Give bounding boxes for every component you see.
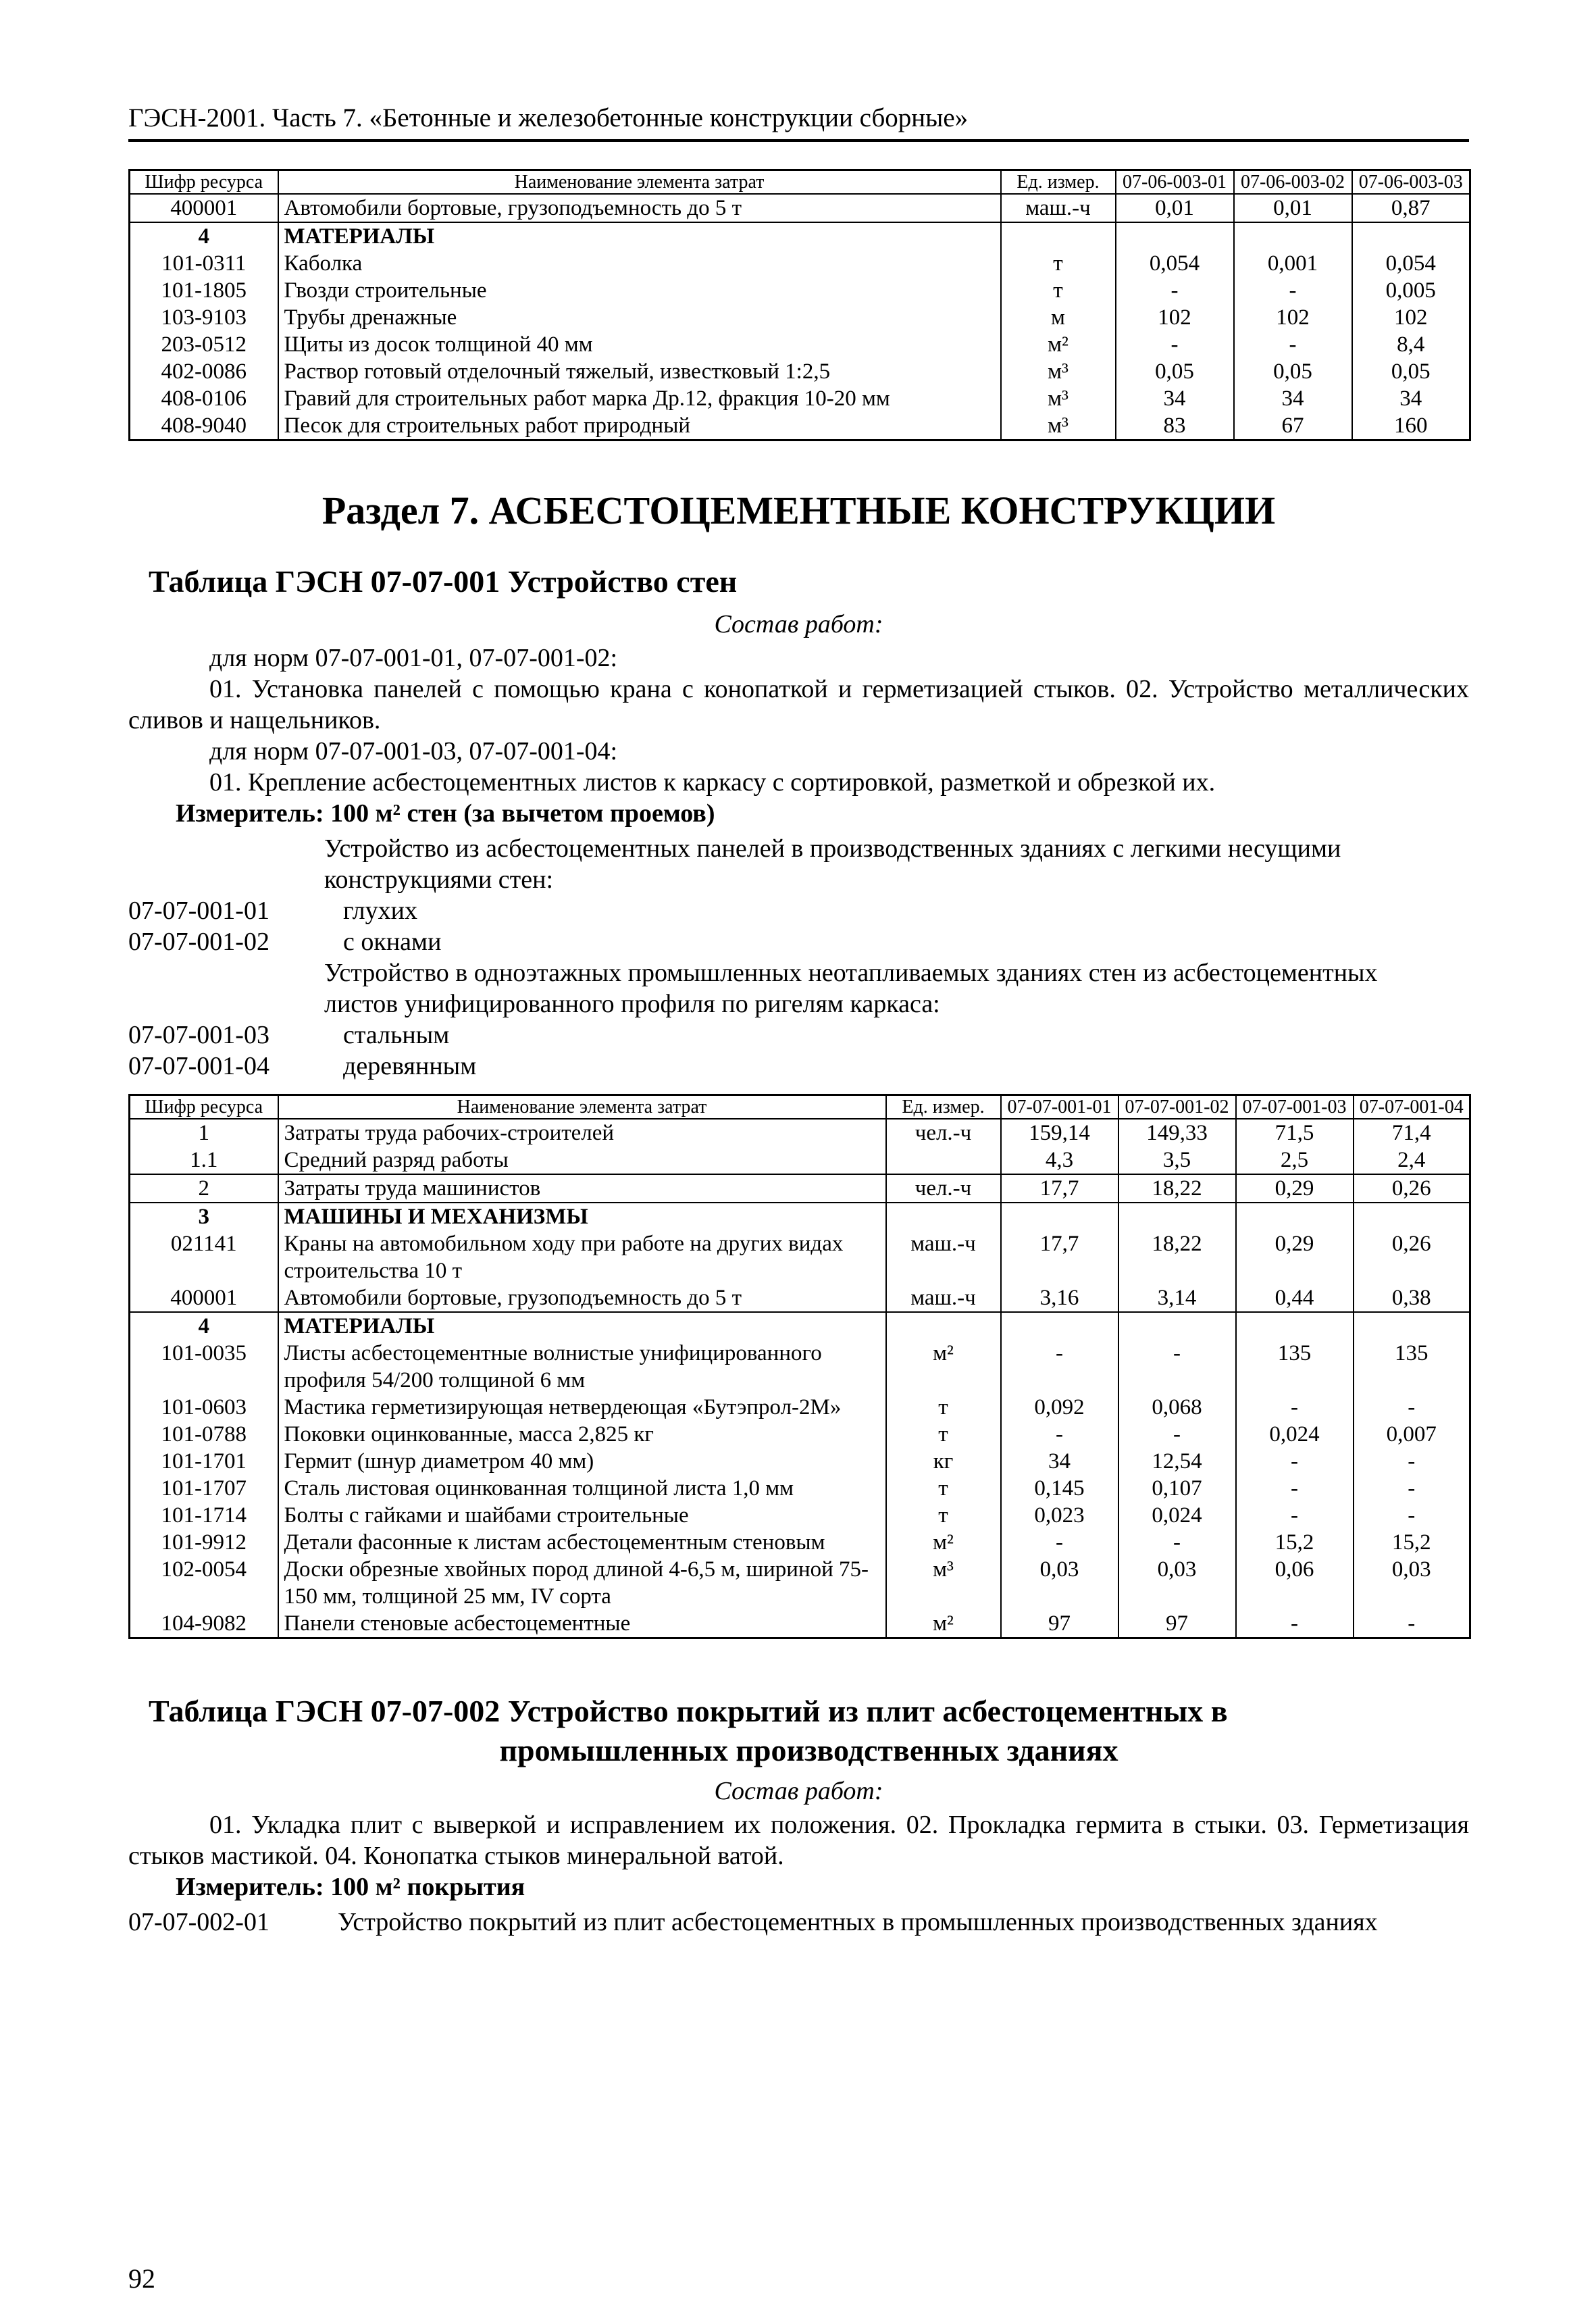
cell-value: 0,05 xyxy=(1352,358,1470,385)
header-code: Шифр ресурса xyxy=(130,1095,278,1120)
cell-unit: м² xyxy=(886,1610,1001,1638)
cell-value xyxy=(1236,1312,1354,1340)
cell-unit: м xyxy=(1001,304,1116,331)
norm-group-description: Устройство из асбестоцементных панелей в производственных зданиях с легкими несущими конструкциями стен: xyxy=(324,834,1341,894)
cell-unit: маш.-ч xyxy=(886,1284,1001,1312)
cell-value: - xyxy=(1236,1394,1354,1421)
cell-value: 135 xyxy=(1354,1340,1470,1394)
cell-value: 0,054 xyxy=(1116,250,1234,277)
header-norm-col: 07-07-001-04 xyxy=(1354,1095,1470,1120)
cell-name: Щиты из досок толщиной 40 мм xyxy=(278,331,1001,358)
cell-value xyxy=(1354,1203,1470,1230)
cell-value: 2,4 xyxy=(1354,1147,1470,1174)
cell-name: Листы асбестоцементные волнистые унифицированного профиля 54/200 толщиной 6 мм xyxy=(278,1340,886,1394)
cell-unit: маш.-ч xyxy=(886,1230,1001,1284)
table-title-line: Таблица ГЭСН 07-07-002 Устройство покрытий из плит асбестоцементных в xyxy=(149,1694,1228,1728)
table-title-line: промышленных производственных зданиях xyxy=(499,1733,1118,1767)
cell-name: Мастика герметизирующая нетвердеющая «Бутэпрол-2М» xyxy=(278,1394,886,1421)
table-row xyxy=(130,1147,1470,1174)
table-row xyxy=(130,194,1470,222)
cell-value xyxy=(1116,222,1234,250)
cell-value: 0,03 xyxy=(1118,1556,1236,1610)
cell-unit: кг xyxy=(886,1448,1001,1475)
work-items-2: 01. Крепление асбестоцементных листов к каркасу с сортировкой, разметкой и обрезкой их. xyxy=(209,768,1216,797)
cell-value: 0,01 xyxy=(1116,194,1234,222)
cell-unit: м³ xyxy=(886,1556,1001,1610)
table-row xyxy=(130,1230,1470,1284)
cell-unit: т xyxy=(886,1421,1001,1448)
cell-code: 101-0311 xyxy=(130,250,278,277)
cell-code: 103-9103 xyxy=(130,304,278,331)
cell-value: 0,01 xyxy=(1234,194,1352,222)
cell-value: 102 xyxy=(1116,304,1234,331)
cell-value: 17,7 xyxy=(1001,1174,1118,1203)
cell-value: 34 xyxy=(1001,1448,1118,1475)
cell-value: 0,44 xyxy=(1236,1284,1354,1312)
norm-row xyxy=(128,1907,1469,1938)
cell-unit: т xyxy=(886,1502,1001,1529)
cell-name: Гравий для строительных работ марка Др.12, фракция 10-20 мм xyxy=(278,385,1001,412)
table-row xyxy=(130,1119,1470,1147)
cell-value: 71,4 xyxy=(1354,1119,1470,1147)
table-body xyxy=(130,194,1470,441)
cell-value xyxy=(1118,1312,1236,1340)
cell-value: - xyxy=(1001,1529,1118,1556)
work-items-1: 01. Установка панелей с помощью крана с конопаткой и герметизацией стыков. 02. Устройство металлических сливов и нащельников. xyxy=(128,675,1469,734)
cell-code: 101-1805 xyxy=(130,277,278,304)
norm-row xyxy=(128,1051,1469,1082)
cell-unit: т xyxy=(1001,250,1116,277)
cell-value: 0,06 xyxy=(1236,1556,1354,1610)
cell-name: Песок для строительных работ природный xyxy=(278,412,1001,441)
cell-code: 101-0788 xyxy=(130,1421,278,1448)
section-title: Раздел 7. АСБЕСТОЦЕМЕНТНЫЕ КОНСТРУКЦИИ xyxy=(321,488,1276,532)
resource-table-07-07-001 xyxy=(128,1094,1471,1639)
table-row xyxy=(130,1502,1470,1529)
table-row xyxy=(130,1340,1470,1394)
cell-name: Гвозди строительные xyxy=(278,277,1001,304)
cell-code: 102-0054 xyxy=(130,1556,278,1610)
cell-value: - xyxy=(1354,1475,1470,1502)
norm-code: 07-07-001-03 xyxy=(128,1021,269,1049)
header-unit: Ед. измер. xyxy=(1001,170,1116,195)
cell-value: 0,107 xyxy=(1118,1475,1236,1502)
cell-code: 101-1707 xyxy=(130,1475,278,1502)
cell-value: 0,03 xyxy=(1354,1556,1470,1610)
cell-value: 149,33 xyxy=(1118,1119,1236,1147)
cell-value: 17,7 xyxy=(1001,1230,1118,1284)
table-row xyxy=(130,358,1470,385)
cell-name: Доски обрезные хвойных пород длиной 4-6,5 м, шириной 75-150 мм, толщиной 25 мм, IV сорта xyxy=(278,1556,886,1610)
cell-value: 0,001 xyxy=(1234,250,1352,277)
cell-value: 71,5 xyxy=(1236,1119,1354,1147)
cell-unit: м³ xyxy=(1001,412,1116,441)
cell-unit: чел.-ч xyxy=(886,1174,1001,1203)
cell-unit xyxy=(886,1203,1001,1230)
cell-value: - xyxy=(1118,1421,1236,1448)
cell-name: Поковки оцинкованные, масса 2,825 кг xyxy=(278,1421,886,1448)
table-row xyxy=(130,331,1470,358)
cell-value: 34 xyxy=(1116,385,1234,412)
measure-unit: Измеритель: 100 м² покрытия xyxy=(176,1873,525,1901)
cell-name: Средний разряд работы xyxy=(278,1147,886,1174)
table-title-07-07-001: Таблица ГЭСН 07-07-001 Устройство стен xyxy=(149,564,738,599)
cell-name: Затраты труда машинистов xyxy=(278,1174,886,1203)
cell-value: 83 xyxy=(1116,412,1234,441)
norm-code: 07-07-001-04 xyxy=(128,1052,269,1080)
cell-code: 1.1 xyxy=(130,1147,278,1174)
cell-value: 0,024 xyxy=(1118,1502,1236,1529)
cell-name: Болты с гайками и шайбами строительные xyxy=(278,1502,886,1529)
cell-unit: м³ xyxy=(1001,385,1116,412)
cell-value: 0,03 xyxy=(1001,1556,1118,1610)
cell-value: 12,54 xyxy=(1118,1448,1236,1475)
cell-value: 34 xyxy=(1234,385,1352,412)
cell-value xyxy=(1234,222,1352,250)
cell-name: Автомобили бортовые, грузоподъемность до 5 т xyxy=(278,1284,886,1312)
cell-value: - xyxy=(1118,1340,1236,1394)
norm-row xyxy=(128,895,1469,926)
cell-code: 101-1701 xyxy=(130,1448,278,1475)
cell-unit: т xyxy=(886,1475,1001,1502)
cell-unit: маш.-ч xyxy=(1001,194,1116,222)
header-norm-col: 07-06-003-02 xyxy=(1234,170,1352,195)
norm-text: Устройство покрытий из плит асбестоцементных в промышленных производственных зданиях xyxy=(338,1908,1378,1936)
cell-value: - xyxy=(1236,1502,1354,1529)
cell-value xyxy=(1236,1203,1354,1230)
cell-value: 3,5 xyxy=(1118,1147,1236,1174)
cell-value: - xyxy=(1354,1502,1470,1529)
cell-value: - xyxy=(1236,1448,1354,1475)
cell-value: 0,068 xyxy=(1118,1394,1236,1421)
cell-value: - xyxy=(1234,331,1352,358)
table-row xyxy=(130,1556,1470,1610)
work-items: 01. Укладка плит с выверкой и исправлением их положения. 02. Прокладка гермита в стыки. 03. Герметизация стыков мастикой. 04. Конопатка стыков минеральной ватой. xyxy=(128,1811,1469,1870)
cell-value: 34 xyxy=(1352,385,1470,412)
cell-value: - xyxy=(1116,277,1234,304)
cell-unit: т xyxy=(886,1394,1001,1421)
cell-value: - xyxy=(1236,1475,1354,1502)
norm-text: с окнами xyxy=(343,928,442,956)
cell-value: 0,145 xyxy=(1001,1475,1118,1502)
header-name: Наименование элемента затрат xyxy=(278,170,1001,195)
cell-code: 3 xyxy=(130,1203,278,1230)
cell-code: 4 xyxy=(130,1312,278,1340)
norm-row xyxy=(128,1020,1469,1051)
header-norm-col: 07-07-001-03 xyxy=(1236,1095,1354,1120)
cell-value: - xyxy=(1354,1394,1470,1421)
cell-unit: т xyxy=(1001,277,1116,304)
cell-value: - xyxy=(1001,1421,1118,1448)
table-header-row xyxy=(130,170,1470,195)
cell-value: - xyxy=(1118,1529,1236,1556)
table-row xyxy=(130,250,1470,277)
table-row xyxy=(130,1421,1470,1448)
cell-value: 0,29 xyxy=(1236,1174,1354,1203)
cell-value: 3,14 xyxy=(1118,1284,1236,1312)
norm-code: 07-07-001-01 xyxy=(128,897,269,925)
work-composition-label: Состав работ: xyxy=(714,610,883,638)
measure-unit: Измеритель: 100 м² стен (за вычетом проемов) xyxy=(176,799,715,828)
cell-value: 159,14 xyxy=(1001,1119,1118,1147)
header-unit: Ед. измер. xyxy=(886,1095,1001,1120)
cell-value xyxy=(1001,1312,1118,1340)
table-row xyxy=(130,277,1470,304)
cell-name: Каболка xyxy=(278,250,1001,277)
cell-name: Сталь листовая оцинкованная толщиной листа 1,0 мм xyxy=(278,1475,886,1502)
cell-value xyxy=(1118,1203,1236,1230)
norm-text: деревянным xyxy=(343,1052,477,1080)
cell-value: - xyxy=(1354,1448,1470,1475)
cell-code: 101-0603 xyxy=(130,1394,278,1421)
cell-value: - xyxy=(1354,1610,1470,1638)
cell-value xyxy=(1001,1203,1118,1230)
table-row xyxy=(130,1174,1470,1203)
table-row xyxy=(130,1448,1470,1475)
cell-code: 101-9912 xyxy=(130,1529,278,1556)
document-page xyxy=(128,101,1469,1938)
table-row xyxy=(130,1394,1470,1421)
cell-value: - xyxy=(1236,1610,1354,1638)
running-header: ГЭСН-2001. Часть 7. «Бетонные и железобетонные конструкции сборные» xyxy=(128,101,1469,142)
cell-value: - xyxy=(1116,331,1234,358)
table-row xyxy=(130,1610,1470,1638)
cell-unit: м³ xyxy=(1001,358,1116,385)
norm-row xyxy=(128,926,1469,957)
cell-unit xyxy=(1001,222,1116,250)
cell-value: 18,22 xyxy=(1118,1174,1236,1203)
table-row xyxy=(130,1203,1470,1230)
cell-value: 160 xyxy=(1352,412,1470,441)
cell-value: 0,005 xyxy=(1352,277,1470,304)
header-norm-col: 07-07-001-01 xyxy=(1001,1095,1118,1120)
cell-code: 400001 xyxy=(130,194,278,222)
cell-value: 0,26 xyxy=(1354,1174,1470,1203)
cell-name: Гермит (шнур диаметром 40 мм) xyxy=(278,1448,886,1475)
cell-code: 203-0512 xyxy=(130,331,278,358)
cell-name: Автомобили бортовые, грузоподъемность до 5 т xyxy=(278,194,1001,222)
table-row xyxy=(130,385,1470,412)
cell-code: 4 xyxy=(130,222,278,250)
norms-scope-2: для норм 07-07-001-03, 07-07-001-04: xyxy=(209,737,618,765)
cell-code: 408-9040 xyxy=(130,412,278,441)
cell-name: Раствор готовый отделочный тяжелый, известковый 1:2,5 xyxy=(278,358,1001,385)
page-number: 92 xyxy=(128,2263,155,2294)
table-row xyxy=(130,412,1470,441)
table-row xyxy=(130,1475,1470,1502)
norms-scope-1: для норм 07-07-001-01, 07-07-001-02: xyxy=(209,644,618,672)
cell-code: 101-0035 xyxy=(130,1340,278,1394)
cell-name: МАТЕРИАЛЫ xyxy=(278,222,1001,250)
cell-value: 2,5 xyxy=(1236,1147,1354,1174)
header-code: Шифр ресурса xyxy=(130,170,278,195)
cell-value: 97 xyxy=(1118,1610,1236,1638)
cell-value: 0,007 xyxy=(1354,1421,1470,1448)
norm-text: глухих xyxy=(343,897,417,925)
table-header-row xyxy=(130,1095,1470,1120)
cell-value: 102 xyxy=(1352,304,1470,331)
cell-value: - xyxy=(1234,277,1352,304)
cell-value: 0,023 xyxy=(1001,1502,1118,1529)
cell-value: 18,22 xyxy=(1118,1230,1236,1284)
norm-text: стальным xyxy=(343,1021,450,1049)
cell-unit: чел.-ч xyxy=(886,1119,1001,1147)
cell-value: 0,26 xyxy=(1354,1230,1470,1284)
cell-value: 0,024 xyxy=(1236,1421,1354,1448)
cell-name: МАТЕРИАЛЫ xyxy=(278,1312,886,1340)
cell-value xyxy=(1352,222,1470,250)
table-row xyxy=(130,1529,1470,1556)
header-norm-col: 07-06-003-03 xyxy=(1352,170,1470,195)
cell-value: - xyxy=(1001,1340,1118,1394)
cell-code: 101-1714 xyxy=(130,1502,278,1529)
table-row xyxy=(130,222,1470,250)
cell-code: 400001 xyxy=(130,1284,278,1312)
cell-code: 021141 xyxy=(130,1230,278,1284)
cell-name: Трубы дренажные xyxy=(278,304,1001,331)
cell-name: МАШИНЫ И МЕХАНИЗМЫ xyxy=(278,1203,886,1230)
norm-code: 07-07-001-02 xyxy=(128,928,269,956)
norm-group-description: Устройство в одноэтажных промышленных неотапливаемых зданиях стен из асбестоцементных листов унифицированного профиля по ригелям каркаса: xyxy=(324,959,1378,1018)
table-row xyxy=(130,304,1470,331)
table-row xyxy=(130,1284,1470,1312)
norm-code: 07-07-002-01 xyxy=(128,1908,269,1936)
cell-value: 0,054 xyxy=(1352,250,1470,277)
cell-unit: м² xyxy=(1001,331,1116,358)
cell-value: 4,3 xyxy=(1001,1147,1118,1174)
cell-code: 104-9082 xyxy=(130,1610,278,1638)
cell-code: 408-0106 xyxy=(130,385,278,412)
cell-value: 0,38 xyxy=(1354,1284,1470,1312)
cell-value: 0,87 xyxy=(1352,194,1470,222)
cell-code: 2 xyxy=(130,1174,278,1203)
cell-value: 15,2 xyxy=(1236,1529,1354,1556)
cell-value: 135 xyxy=(1236,1340,1354,1394)
cell-value: 3,16 xyxy=(1001,1284,1118,1312)
cell-value: 102 xyxy=(1234,304,1352,331)
cell-name: Детали фасонные к листам асбестоцементным стеновым xyxy=(278,1529,886,1556)
header-name: Наименование элемента затрат xyxy=(278,1095,886,1120)
cell-unit: м² xyxy=(886,1340,1001,1394)
cell-code: 1 xyxy=(130,1119,278,1147)
table-title-07-07-002 xyxy=(149,1692,1469,1770)
table-row xyxy=(130,1312,1470,1340)
cell-value: 97 xyxy=(1001,1610,1118,1638)
resource-table-07-06-003 xyxy=(128,169,1471,441)
header-norm-col: 07-06-003-01 xyxy=(1116,170,1234,195)
cell-name: Краны на автомобильном ходу при работе на других видах строительства 10 т xyxy=(278,1230,886,1284)
cell-value: 8,4 xyxy=(1352,331,1470,358)
cell-value xyxy=(1354,1312,1470,1340)
header-norm-col: 07-07-001-02 xyxy=(1118,1095,1236,1120)
cell-name: Панели стеновые асбестоцементные xyxy=(278,1610,886,1638)
cell-value: 0,05 xyxy=(1116,358,1234,385)
table-body xyxy=(130,1119,1470,1638)
cell-code: 402-0086 xyxy=(130,358,278,385)
cell-value: 15,2 xyxy=(1354,1529,1470,1556)
cell-value: 0,29 xyxy=(1236,1230,1354,1284)
cell-value: 67 xyxy=(1234,412,1352,441)
cell-value: 0,092 xyxy=(1001,1394,1118,1421)
cell-unit xyxy=(886,1147,1001,1174)
cell-unit xyxy=(886,1312,1001,1340)
cell-name: Затраты труда рабочих-строителей xyxy=(278,1119,886,1147)
cell-value: 0,05 xyxy=(1234,358,1352,385)
work-composition-label: Состав работ: xyxy=(714,1777,883,1805)
cell-unit: м² xyxy=(886,1529,1001,1556)
